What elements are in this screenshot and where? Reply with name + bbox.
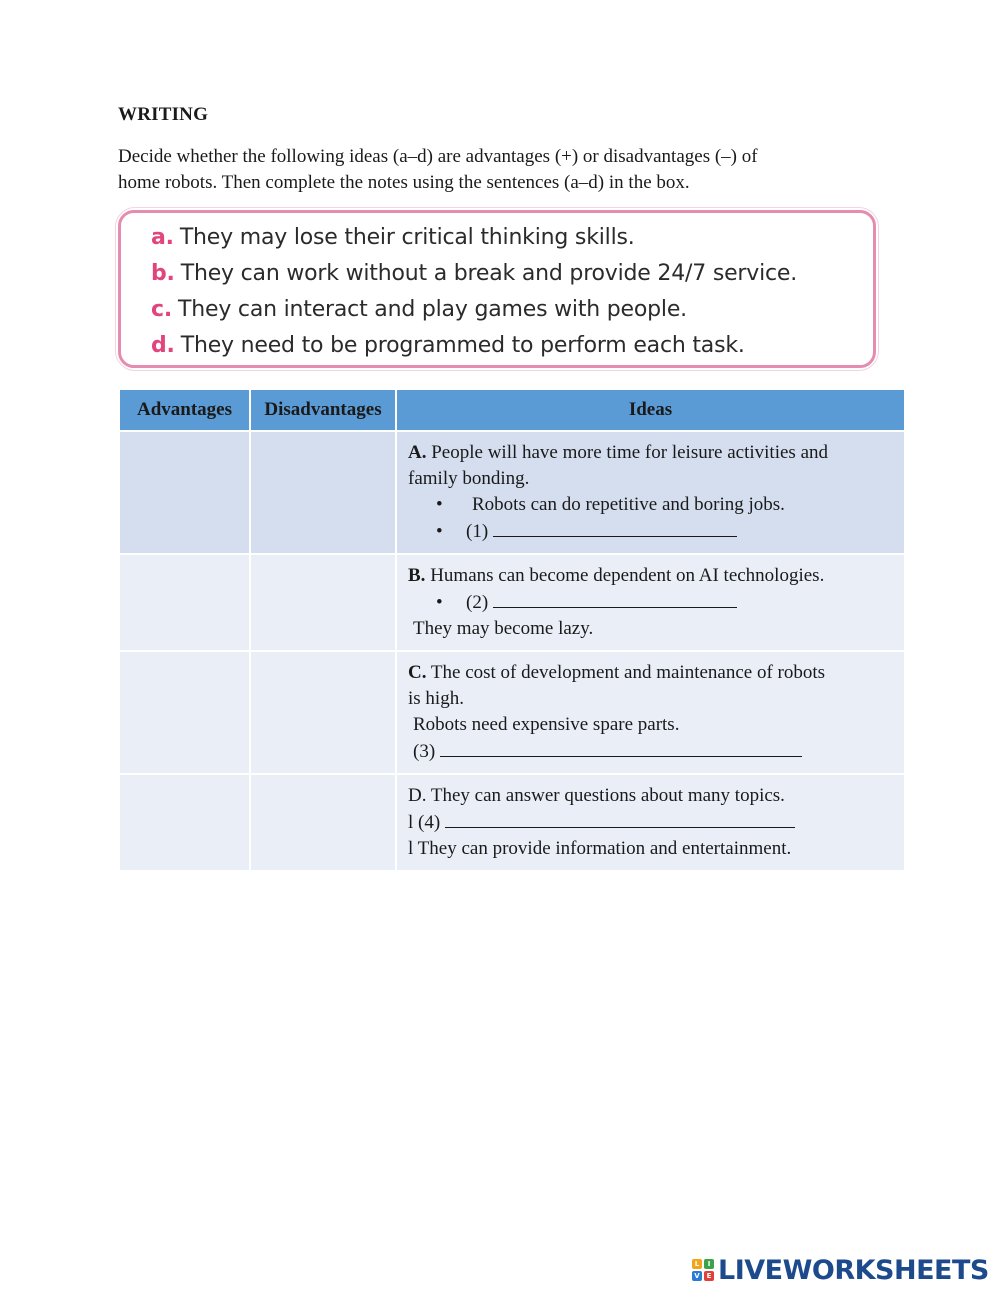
idea-blank-line xyxy=(408,738,894,765)
idea-title: D. They can answer questions about many topics. xyxy=(408,785,785,806)
table-row-c xyxy=(119,651,905,774)
disadvantage-cell-b[interactable] xyxy=(250,554,396,651)
disadvantage-cell-a[interactable] xyxy=(250,431,396,554)
idea-cell-d xyxy=(396,774,905,871)
sentence-c xyxy=(151,297,687,322)
blank-label: (1) xyxy=(466,521,489,542)
idea-cell-c xyxy=(396,651,905,774)
bullet-icon: • xyxy=(436,521,443,542)
answer-blank-2[interactable] xyxy=(493,589,737,608)
idea-label: B. xyxy=(408,565,426,586)
bullet-icon: • xyxy=(436,592,443,613)
logo-mark-tile: I xyxy=(704,1259,714,1269)
instructions-line-2: home robots. Then complete the notes using the sentences (a–d) in the box. xyxy=(118,172,690,193)
idea-label: C. xyxy=(408,662,427,683)
header-advantages: Advantages xyxy=(119,389,250,431)
idea-title xyxy=(408,440,894,466)
sentence-letter: a. xyxy=(151,225,174,250)
logo-mark-tile: E xyxy=(704,1271,714,1281)
blank-label: l (4) xyxy=(408,812,441,833)
instructions xyxy=(118,144,878,196)
idea-title xyxy=(408,563,894,589)
idea-title-text: The cost of development and maintenance of robots xyxy=(430,662,826,683)
sentence-text: They may lose their critical thinking skills. xyxy=(179,225,635,250)
idea-title-text: Humans can become dependent on AI technologies. xyxy=(430,565,825,586)
answer-blank-1[interactable] xyxy=(493,518,737,537)
instructions-line-1: Decide whether the following ideas (a–d) are advantages (+) or disadvantages (–) of xyxy=(118,146,758,167)
idea-cell-a xyxy=(396,431,905,554)
idea-cell-b xyxy=(396,554,905,651)
idea-note: Robots need expensive spare parts. xyxy=(413,714,680,735)
liveworksheets-logo xyxy=(692,1253,989,1287)
idea-note: l They can provide information and entertainment. xyxy=(408,838,792,859)
logo-mark-tile: L xyxy=(692,1259,702,1269)
sentence-text: They can work without a break and provide 24/7 service. xyxy=(180,261,798,286)
sentence-d xyxy=(151,333,745,358)
sentence-box xyxy=(118,210,876,368)
idea-blank-line xyxy=(408,589,894,616)
disadvantage-cell-c[interactable] xyxy=(250,651,396,774)
sentence-text: They need to be programmed to perform each task. xyxy=(180,333,745,358)
idea-bullet xyxy=(408,492,894,518)
answer-blank-4[interactable] xyxy=(445,809,795,828)
idea-note: They may become lazy. xyxy=(413,618,594,639)
table-row-a xyxy=(119,431,905,554)
table-row-b xyxy=(119,554,905,651)
idea-blank-line xyxy=(408,518,894,545)
header-ideas: Ideas xyxy=(396,389,905,431)
ideas-table xyxy=(118,388,906,872)
table-row-d xyxy=(119,774,905,871)
table-header-row xyxy=(119,389,905,431)
idea-label: A. xyxy=(408,442,427,463)
idea-title xyxy=(408,660,894,686)
logo-mark-icon xyxy=(692,1259,714,1281)
section-heading: WRITING xyxy=(118,104,209,125)
idea-title-cont: is high. xyxy=(408,688,464,709)
blank-label: (2) xyxy=(466,592,489,613)
answer-blank-3[interactable] xyxy=(440,738,802,757)
advantage-cell-a[interactable] xyxy=(119,431,250,554)
sentence-b xyxy=(151,261,797,286)
idea-title-cont: family bonding. xyxy=(408,468,530,489)
header-disadvantages: Disadvantages xyxy=(250,389,396,431)
advantage-cell-d[interactable] xyxy=(119,774,250,871)
idea-title-text: People will have more time for leisure activities and xyxy=(431,442,828,463)
sentence-letter: c. xyxy=(151,297,172,322)
sentence-letter: d. xyxy=(151,333,175,358)
advantage-cell-b[interactable] xyxy=(119,554,250,651)
sentence-text: They can interact and play games with people. xyxy=(178,297,687,322)
disadvantage-cell-d[interactable] xyxy=(250,774,396,871)
idea-blank-line xyxy=(408,809,894,836)
sentence-letter: b. xyxy=(151,261,175,286)
sentence-a xyxy=(151,225,635,250)
blank-label: (3) xyxy=(413,741,436,762)
bullet-icon: • xyxy=(436,494,443,515)
logo-text: LIVEWORKSHEETS xyxy=(718,1254,989,1286)
advantage-cell-c[interactable] xyxy=(119,651,250,774)
bullet-text: Robots can do repetitive and boring jobs. xyxy=(472,494,785,515)
logo-mark-tile: V xyxy=(692,1271,702,1281)
